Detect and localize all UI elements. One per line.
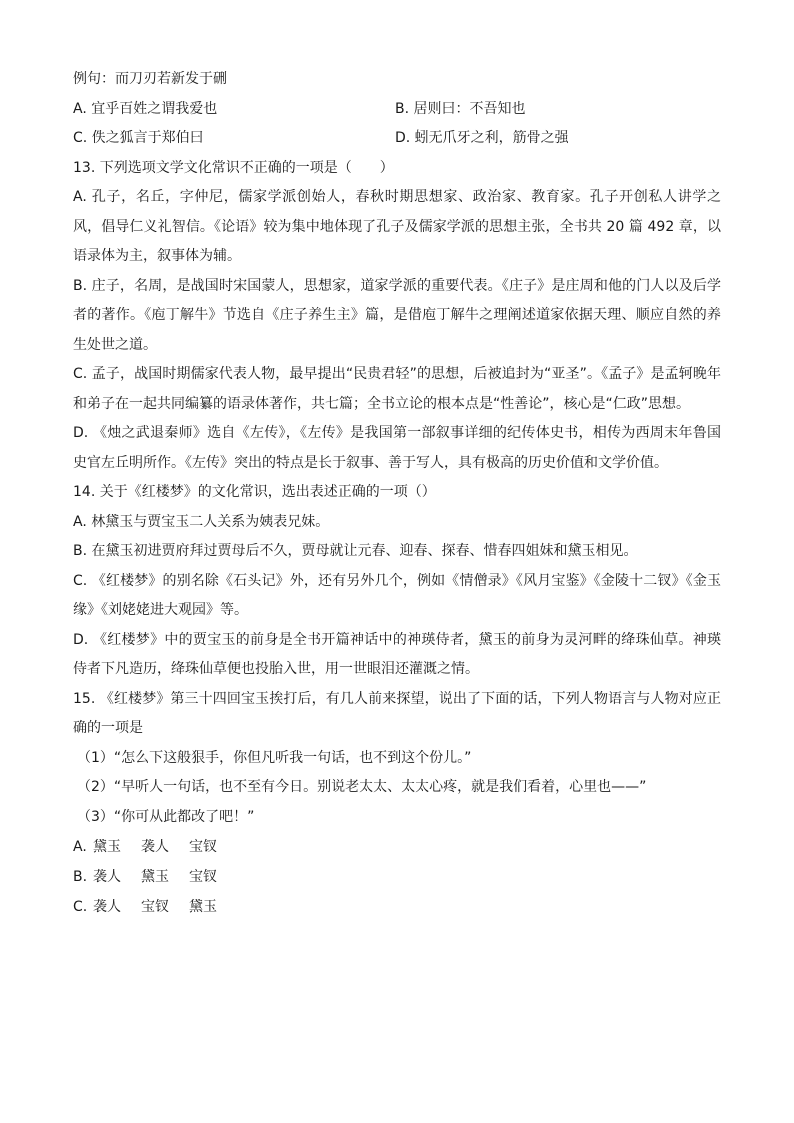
question-15-option-c (73, 892, 721, 922)
question-15-stem: 15. 《红楼梦》第三十四回宝玉挨打后，有几人前来探望，说出了下面的话，下列人物语言与人物对应正确的一项是 (73, 690, 721, 736)
example-sentence: 例句：而刀刃若新发于硎 (73, 71, 227, 87)
option-letter: C. (73, 899, 88, 915)
question-13-option-a: A. 孔子，名丘，字仲尼，儒家学派创始人，春秋时期思想家、政治家、教育家。孔子开创私人讲学之风，倡导仁义礼智信。《论语》较为集中地体现了孔子及儒家学派的思想主张，全书共 20 篇 492 章，以语录体为主，叙事体为辅。 (73, 189, 721, 264)
character-name: 宝钗 (189, 839, 217, 855)
character-name: 黛玉 (93, 839, 121, 855)
character-name: 袭人 (93, 869, 121, 885)
character-name: 黛玉 (189, 899, 217, 915)
option-row (73, 124, 721, 154)
quote-3: （3）“你可从此都改了吧！” (77, 808, 255, 825)
question-14-option-a: A. 林黛玉与贾宝玉二人关系为姨表兄妹。 (73, 513, 330, 530)
option-letter: A. (73, 839, 87, 855)
option-a: A. 宜乎百姓之谓我爱也 (73, 100, 218, 117)
question-14-stem: 14. 关于《红楼梦》的文化常识，选出表述正确的一项（） (73, 484, 436, 500)
question-13-option-c: C. 孟子，战国时期儒家代表人物，最早提出“民贵君轻”的思想，后被追封为“亚圣”。《孟子》是孟轲晚年和弟子在一起共同编纂的语录体著作，共七篇；全书立论的根本点是“性善论”，核心是“仁政”思想。 (73, 366, 721, 412)
exam-page (73, 65, 721, 922)
option-row (73, 95, 721, 125)
character-name: 黛玉 (141, 869, 169, 885)
character-name: 宝钗 (189, 869, 217, 885)
question-14-option-d: D. 《红楼梦》中的贾宝玉的前身是全书开篇神话中的神瑛侍者，黛玉的前身为灵河畔的绛珠仙草。神瑛侍者下凡造历，绛珠仙草便也投胎入世，用一世眼泪还灌溉之情。 (73, 631, 721, 677)
question-13-stem: 13. 下列选项文学文化常识不正确的一项是（ ） (73, 159, 394, 176)
question-13-option-b: B. 庄子，名周，是战国时宋国蒙人，思想家，道家学派的重要代表。《庄子》是庄周和他的门人以及后学者的著作。《庖丁解牛》节选自《庄子养生主》篇，是借庖丁解牛之理阐述道家依据天理、顺应自然的养生处世之道。 (73, 277, 721, 353)
option-d: D. 蚓无爪牙之利，筋骨之强 (395, 130, 569, 146)
quote-2: （2）“早听人一句话，也不至有今日。别说老太太、太太心疼，就是我们看着，心里也——” (77, 779, 647, 795)
question-15-option-a (73, 832, 721, 862)
question-14-option-b: B. 在黛玉初进贾府拜过贾母后不久，贾母就让元春、迎春、探春、惜春四姐妹和黛玉相见。 (73, 543, 638, 559)
character-name: 袭人 (141, 839, 169, 855)
quote-1: （1）“怎么下这般狠手，你但凡听我一句话，也不到这个份儿。” (77, 749, 472, 766)
question-14-option-c: C. 《红楼梦》的别名除《石头记》外，还有另外几个，例如《情僧录》《风月宝鉴》《金陵十二钗》《金玉缘》《刘姥姥进大观园》等。 (73, 572, 721, 618)
character-name: 宝钗 (141, 899, 169, 915)
option-letter: B. (73, 869, 88, 885)
option-b: B. 居则曰：不吾知也 (395, 100, 526, 117)
question-15-option-b (73, 862, 721, 892)
question-13-option-d: D. 《烛之武退秦师》选自《左传》，《左传》是我国第一部叙事详细的纪传体史书，相传为西周末年鲁国史官左丘明所作。《左传》突出的特点是长于叙事、善于写人，具有极高的历史价值和文学价值。 (73, 425, 721, 471)
option-c: C. 佚之狐言于郑伯曰 (73, 130, 204, 146)
character-name: 袭人 (93, 899, 121, 915)
